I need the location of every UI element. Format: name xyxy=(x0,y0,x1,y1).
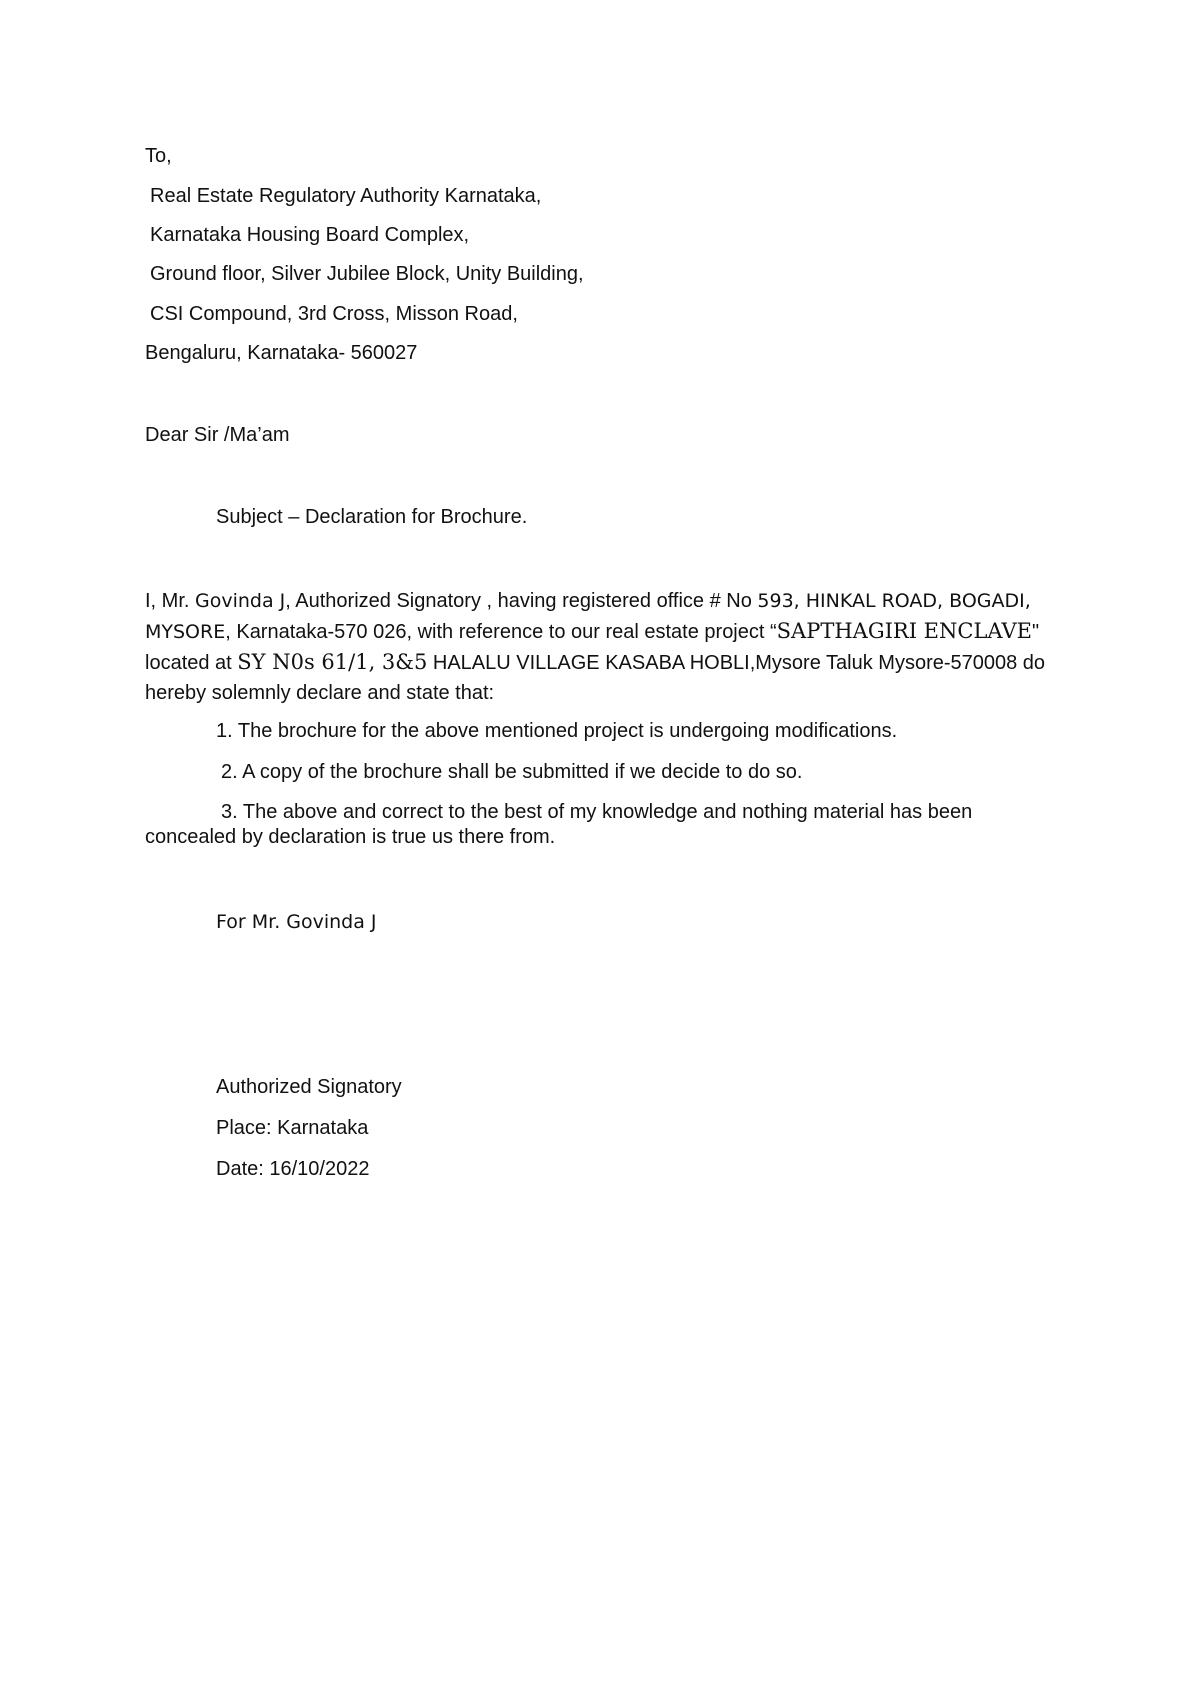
list-item: 3. The above and correct to the best of my knowledge and nothing material has been concealed by declaration is true us there from. xyxy=(145,801,973,848)
salutation: Dear Sir /Ma’am xyxy=(145,424,290,446)
office-address: 593, HINKAL ROAD, BOGADI, MYSORE xyxy=(145,590,1031,643)
body-text-5: HALALU VILLAGE KASABA HOBLI,Mysore Taluk Mysore-570008 do hereby solemnly declare and state that: xyxy=(145,652,1046,704)
list-item: 2. A copy of the brochure shall be submitted if we decide to do so. xyxy=(221,761,803,783)
address-line-3: Ground floor, Silver Jubilee Block, Unity Building, xyxy=(150,263,584,285)
project-name: SAPTHAGIRI ENCLAVE xyxy=(776,619,1033,643)
signatory-title: Authorized Signatory xyxy=(216,1076,402,1098)
body-text-4: " located at xyxy=(145,621,1040,674)
signoff-for: For Mr. Govinda J xyxy=(216,911,377,933)
address-line-2: Karnataka Housing Board Complex, xyxy=(150,224,470,246)
address-line-1: Real Estate Regulatory Authority Karnataka, xyxy=(150,185,542,207)
body-text-3: , Karnataka-570 026, with reference to our real estate project “ xyxy=(225,621,777,643)
address-line-4: CSI Compound, 3rd Cross, Misson Road, xyxy=(150,303,518,325)
address-line-5: Bengaluru, Karnataka- 560027 xyxy=(145,342,418,364)
survey-numbers: SY N0s 61/1, 3&5 xyxy=(237,650,428,674)
body-text-1: I, Mr. xyxy=(145,590,195,612)
signoff-place: Place: Karnataka xyxy=(216,1117,369,1139)
signoff-date: Date: 16/10/2022 xyxy=(216,1158,370,1180)
body-text-2: , Authorized Signatory , having registered office # No xyxy=(285,590,758,612)
list-item: 1. The brochure for the above mentioned project is undergoing modifications. xyxy=(216,720,898,742)
address-to: To, xyxy=(145,145,172,167)
declaration-paragraph xyxy=(145,586,1065,708)
subject-line: Subject – Declaration for Brochure. xyxy=(216,506,528,528)
declarant-name: Govinda J xyxy=(195,590,286,612)
